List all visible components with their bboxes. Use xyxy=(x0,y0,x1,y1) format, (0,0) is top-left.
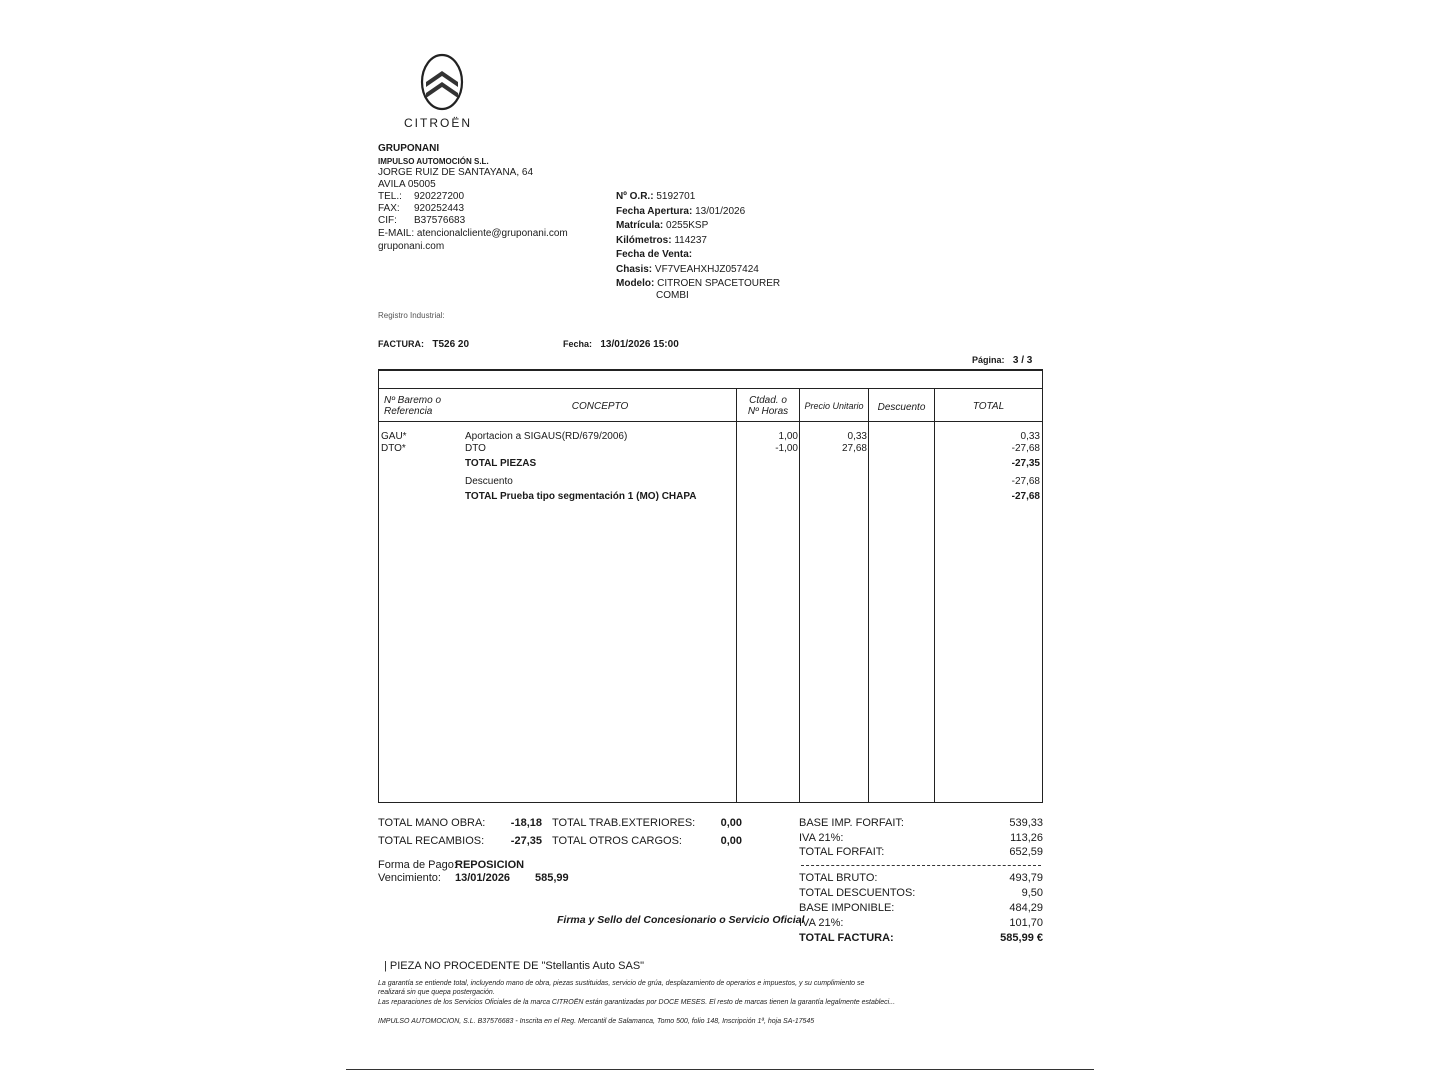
table-row xyxy=(378,458,1042,470)
otros-value: 0,00 xyxy=(720,835,742,847)
mano-obra-value: -18,18 xyxy=(510,817,542,829)
totals-label: IVA 21%: xyxy=(799,831,844,844)
order-matricula xyxy=(616,220,780,235)
totals-row xyxy=(799,845,1043,860)
garantia-line3: Las reparaciones de los Servicios Oficiales de la marca CITROËN están garantizadas por DOCE MESES. El resto de marcas tienen la garantía legalmente estableci... xyxy=(378,999,896,1006)
pagina-label: Página: xyxy=(972,355,1005,365)
fax-label: FAX: xyxy=(378,203,400,214)
cell-concepto: Descuento xyxy=(465,476,513,487)
totals-row-grand xyxy=(799,931,1043,946)
table-row xyxy=(378,491,1042,503)
totals-block-2 xyxy=(799,871,1043,946)
matricula-value: 0255KSP xyxy=(666,220,709,231)
cif-label: CIF: xyxy=(378,215,397,226)
cell-concepto: TOTAL Prueba tipo segmentación 1 (MO) CHAPA xyxy=(465,491,697,502)
brand-name: CITROËN xyxy=(404,116,472,130)
vencimiento-importe: 585,99 xyxy=(535,872,569,884)
table-top-line xyxy=(378,369,1043,371)
totals-label: TOTAL FORFAIT: xyxy=(799,846,885,858)
summary-mano-obra xyxy=(378,816,542,830)
totals-block xyxy=(799,816,1043,860)
company-fax xyxy=(378,203,464,215)
order-info xyxy=(616,191,780,302)
fax-value: 920252443 xyxy=(414,203,465,214)
totals-row xyxy=(799,831,1043,846)
header-precio: Precio Unitario xyxy=(804,401,864,411)
cell-total: -27,68 xyxy=(1011,476,1040,487)
order-chasis xyxy=(616,264,780,279)
email-label: E-MAIL: xyxy=(378,228,415,239)
apertura-label: Fecha Apertura: xyxy=(616,205,693,217)
fecha-label: Fecha: xyxy=(563,339,593,349)
citroen-chevrons-icon xyxy=(412,52,472,114)
totals-label: IVA 21%: xyxy=(799,917,844,929)
summary-trab-ext xyxy=(552,816,742,830)
cell-cantidad: -1,00 xyxy=(775,443,798,454)
header-ref-line2: Referencia xyxy=(384,406,433,417)
cell-concepto: DTO xyxy=(465,443,486,454)
table-row xyxy=(378,443,1042,455)
cif-value: B37576683 xyxy=(414,215,466,226)
header-cant-line1: Ctdad. o xyxy=(749,395,787,406)
company-web: gruponani.com xyxy=(378,241,445,252)
invoice-page xyxy=(972,354,1032,367)
totals-label: TOTAL FACTURA: xyxy=(799,932,894,944)
vencimiento-label: Vencimiento: xyxy=(378,872,441,884)
matricula-label: Matrícula: xyxy=(616,220,664,231)
order-modelo xyxy=(616,278,780,290)
company-tel xyxy=(378,191,464,203)
mano-obra-label: TOTAL MANO OBRA: xyxy=(378,817,486,829)
vencimiento-date: 13/01/2026 xyxy=(455,872,511,884)
company-email xyxy=(378,228,568,240)
factura-value: T526 20 xyxy=(432,339,470,350)
venta-label: Fecha de Venta: xyxy=(616,249,693,260)
cell-total: 0,33 xyxy=(1020,431,1040,442)
totals-value: 9,50 xyxy=(1021,887,1043,899)
header-cantidad xyxy=(737,395,799,417)
forma-pago-value: REPOSICION xyxy=(455,859,525,871)
recambios-label: TOTAL RECAMBIOS: xyxy=(378,835,485,847)
summary-vencimiento xyxy=(378,871,569,885)
table-row xyxy=(378,431,1042,443)
totals-label: TOTAL BRUTO: xyxy=(799,872,878,884)
table-row xyxy=(378,476,1042,488)
garantia-line1: La garantía se entiende total, incluyendo mano de obra, piezas sustituidas, servicio de grúa, desplazamiento de operarios e impuestos, y su cumplimiento se xyxy=(378,980,865,987)
cell-concepto: Aportacion a SIGAUS(RD/679/2006) xyxy=(465,431,628,442)
km-value: 114237 xyxy=(674,234,707,246)
tel-value: 920227200 xyxy=(414,191,465,202)
order-km xyxy=(616,235,780,250)
recambios-value: -27,35 xyxy=(510,835,542,847)
summary-forma-pago xyxy=(378,858,524,872)
table-right-border xyxy=(1042,369,1043,803)
order-modelo-line2 xyxy=(616,290,780,302)
company-name: IMPULSO AUTOMOCIÓN S.L. xyxy=(378,157,489,166)
chasis-value: VF7VEAHXHJZ057424 xyxy=(654,263,759,275)
pieza-note: | PIEZA NO PROCEDENTE DE "Stellantis Auto SAS" xyxy=(384,960,645,972)
totals-row xyxy=(799,871,1043,886)
modelo-value2: COMBI xyxy=(656,290,689,301)
factura-label: FACTURA: xyxy=(378,339,424,349)
tel-label: TEL.: xyxy=(378,191,402,202)
firma-sello: Firma y Sello del Concesionario o Servicio Oficial xyxy=(557,914,805,926)
totals-divider xyxy=(801,865,1041,866)
email-value: atencionalcliente@gruponani.com xyxy=(416,228,568,239)
header-cant-line2: Nº Horas xyxy=(747,406,789,417)
cell-ref: DTO* xyxy=(381,443,406,454)
forma-pago-label: Forma de Pago: xyxy=(378,859,457,871)
cell-total: -27,68 xyxy=(1011,443,1040,454)
totals-value: 484,29 xyxy=(1009,902,1043,914)
cell-total: -27,35 xyxy=(1011,458,1040,469)
totals-value: 113,26 xyxy=(1010,831,1043,844)
order-or xyxy=(616,191,780,206)
totals-row xyxy=(799,901,1043,916)
totals-label: BASE IMPONIBLE: xyxy=(799,902,895,914)
cell-ref: GAU* xyxy=(381,431,407,442)
otros-label: TOTAL OTROS CARGOS: xyxy=(552,835,682,847)
header-descuento: Descuento xyxy=(877,402,926,413)
header-concepto: CONCEPTO xyxy=(571,401,629,412)
order-venta xyxy=(616,249,780,264)
summary-recambios xyxy=(378,834,542,848)
pagina-value: 3 / 3 xyxy=(1012,355,1033,366)
totals-value: 652,59 xyxy=(1009,846,1043,858)
company-cif xyxy=(378,215,465,227)
km-label: Kilómetros: xyxy=(616,234,672,246)
company-address1: JORGE RUIZ DE SANTAYANA, 64 xyxy=(378,167,534,178)
cell-precio: 0,33 xyxy=(847,431,867,442)
fecha-value: 13/01/2026 15:00 xyxy=(600,339,679,350)
company-address2: AVILA 05005 xyxy=(378,179,436,190)
chasis-label: Chasis: xyxy=(616,263,653,275)
trab-ext-label: TOTAL TRAB.EXTERIORES: xyxy=(552,817,696,829)
totals-label: BASE IMP. FORFAIT: xyxy=(799,817,904,829)
table-bottom-line xyxy=(378,802,1043,803)
totals-label: TOTAL DESCUENTOS: xyxy=(799,887,916,899)
modelo-label: Modelo: xyxy=(616,278,655,289)
totals-value: 101,70 xyxy=(1009,917,1043,929)
order-apertura xyxy=(616,206,780,221)
totals-value: 585,99 € xyxy=(1000,932,1043,944)
invoice-number xyxy=(378,338,469,351)
summary-otros xyxy=(552,834,742,848)
totals-row xyxy=(799,816,1043,831)
totals-value: 539,33 xyxy=(1009,817,1043,829)
garantia-line2: realizará sin que quepa postergación. xyxy=(378,989,495,996)
header-referencia xyxy=(384,395,441,417)
trab-ext-value: 0,00 xyxy=(720,817,742,829)
cell-concepto: TOTAL PIEZAS xyxy=(465,458,537,469)
table-header-bottom xyxy=(378,421,1043,422)
cell-total: -27,68 xyxy=(1011,491,1040,502)
header-total: TOTAL xyxy=(972,401,1005,412)
header-ref-line1: Nº Baremo o xyxy=(384,395,442,406)
cell-cantidad: 1,00 xyxy=(778,431,798,442)
registro-mercantil: IMPULSO AUTOMOCION, S.L. B37576683 - Inscrita en el Reg. Mercantil de Salamanca, Tomo 500, folio 148, Inscripción 1ª, hoja SA-17545 xyxy=(378,1018,815,1025)
table-header-top xyxy=(378,388,1043,389)
invoice-date xyxy=(563,338,679,351)
modelo-value1: CITROEN SPACETOURER xyxy=(657,278,781,289)
or-value: 5192701 xyxy=(656,191,696,202)
totals-row xyxy=(799,886,1043,901)
or-label: Nº O.R.: xyxy=(616,191,654,202)
cell-precio: 27,68 xyxy=(841,443,867,454)
totals-value: 493,79 xyxy=(1009,872,1043,884)
company-group: GRUPONANI xyxy=(378,143,440,154)
apertura-value: 13/01/2026 xyxy=(695,205,746,217)
totals-row xyxy=(799,916,1043,931)
page-bottom-line xyxy=(346,1069,1094,1070)
registro-industrial: Registro Industrial: xyxy=(378,311,445,320)
